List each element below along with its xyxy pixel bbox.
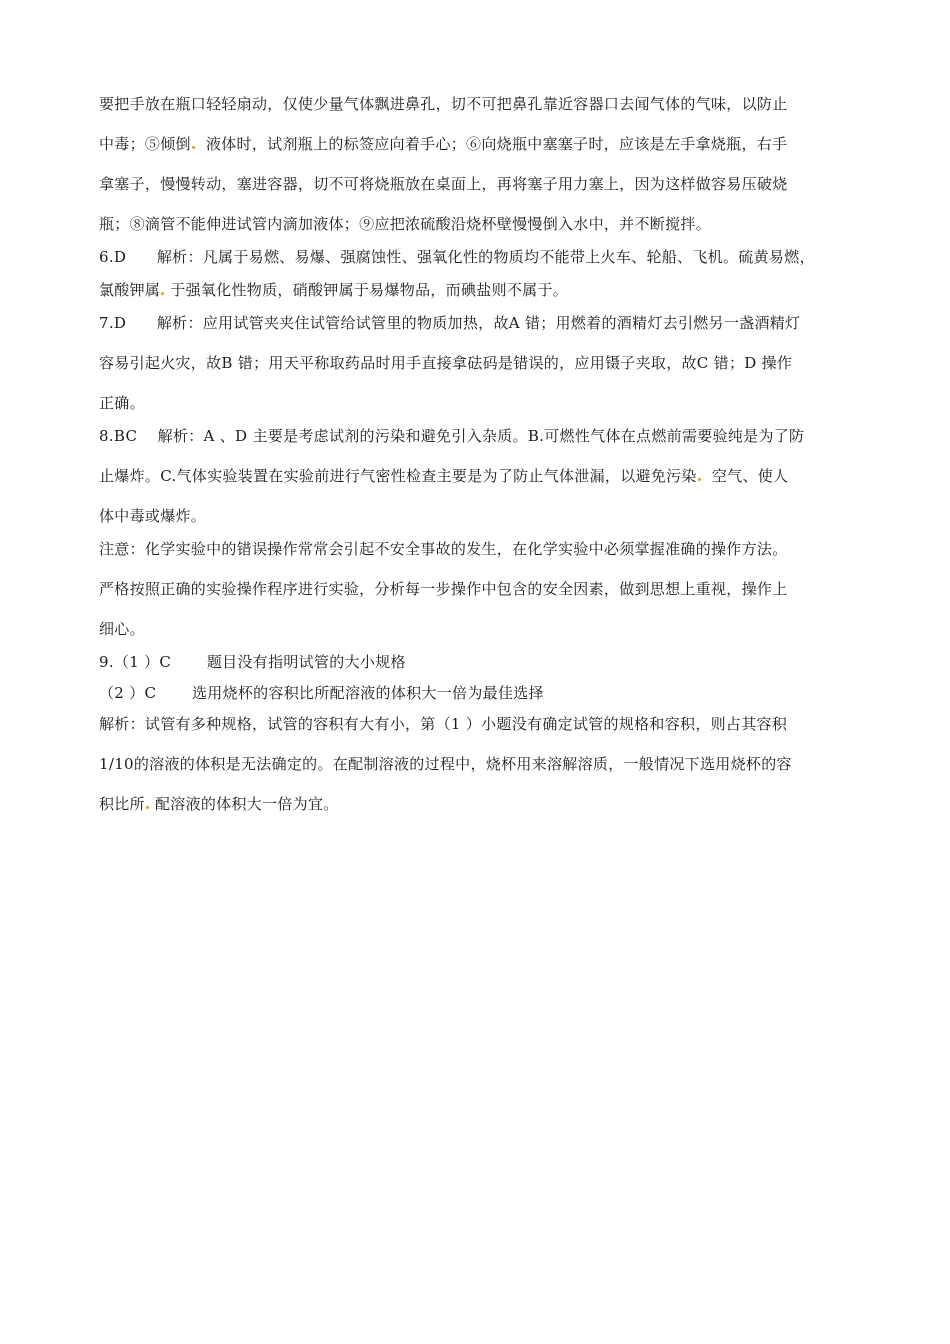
text-line-2: 中毒；⑤倾倒 液体时，试剂瓶上的标签应向着手心；⑥向烧瓶中塞塞子时，应该是左手拿烧瓶，右手 — [99, 135, 788, 153]
answer-9-part-1: 9.（1 ）C 题目没有指明试管的大小规格 — [99, 653, 406, 671]
marker-dot — [698, 478, 701, 481]
answer-9-analysis-line-2: 1/10的溶液的体积是无法确定的。在配制溶液的过程中，烧杯用来溶解溶质，一般情况下选用烧杯的容 — [99, 755, 792, 773]
answer-6-line-1: 6.D 解析：凡属于易燃、易爆、强腐蚀性、强氧化性的物质均不能带上火车、轮船、飞机。硫黄易燃， — [99, 248, 815, 266]
marker-dot — [161, 292, 164, 295]
marker-dot — [192, 146, 195, 149]
note-line-1: 注意：化学实验中的错误操作常常会引起不安全事故的发生，在化学实验中必须掌握准确的操作方法。 — [99, 540, 788, 558]
answer-9-analysis-line-1: 解析：试管有多种规格，试管的容积有大有小，第（1 ）小题没有确定试管的规格和容积，则占其容积 — [99, 715, 788, 733]
answer-9-analysis-line-3: 积比所 配溶液的体积大一倍为宜。 — [99, 795, 339, 813]
answer-8-line-3: 体中毒或爆炸。 — [99, 507, 207, 525]
marker-dot — [146, 806, 149, 809]
text-line-4: 瓶；⑧滴管不能伸进试管内滴加液体；⑨应把浓硫酸沿烧杯壁慢慢倒入水中，并不断搅拌。 — [99, 215, 712, 233]
answer-8-line-2: 止爆炸。C.气体实验装置在实验前进行气密性检查主要是为了防止气体泄漏，以避免污染 空气、使人 — [99, 467, 789, 485]
answer-7-line-3: 正确。 — [99, 394, 145, 412]
answer-8-line-1: 8.BC 解析：A 、D 主要是考虑试剂的污染和避免引入杂质。B.可燃性气体在点燃前需要验纯是为了防 — [99, 427, 805, 445]
answer-7-line-1: 7.D 解析：应用试管夹夹住试管给试管里的物质加热，故A 错；用燃着的酒精灯去引燃另一盏酒精灯 — [99, 314, 801, 332]
answer-6-line-2: 氯酸钾属 于强氧化性物质，硝酸钾属于易爆物品，而碘盐则不属于。 — [99, 281, 569, 299]
text-line-1: 要把手放在瓶口轻轻扇动，仅使少量气体飘进鼻孔，切不可把鼻孔靠近容器口去闻气体的气味，以防止 — [99, 95, 788, 113]
text-line-3: 拿塞子，慢慢转动，塞进容器，切不可将烧瓶放在桌面上，再将塞子用力塞上，因为这样做容易压破烧 — [99, 175, 788, 193]
answer-text-block — [99, 94, 857, 834]
answer-9-part-2: （2 ）C 选用烧杯的容积比所配溶液的体积大一倍为最佳选择 — [99, 684, 544, 702]
note-line-2: 严格按照正确的实验操作程序进行实验，分析每一步操作中包含的安全因素，做到思想上重视，操作上 — [99, 580, 788, 598]
answer-7-line-2: 容易引起火灾，故B 错；用天平称取药品时用手直接拿砝码是错误的，应用镊子夹取，故C 错；D 操作 — [99, 354, 793, 372]
note-line-3: 细心。 — [99, 620, 145, 638]
